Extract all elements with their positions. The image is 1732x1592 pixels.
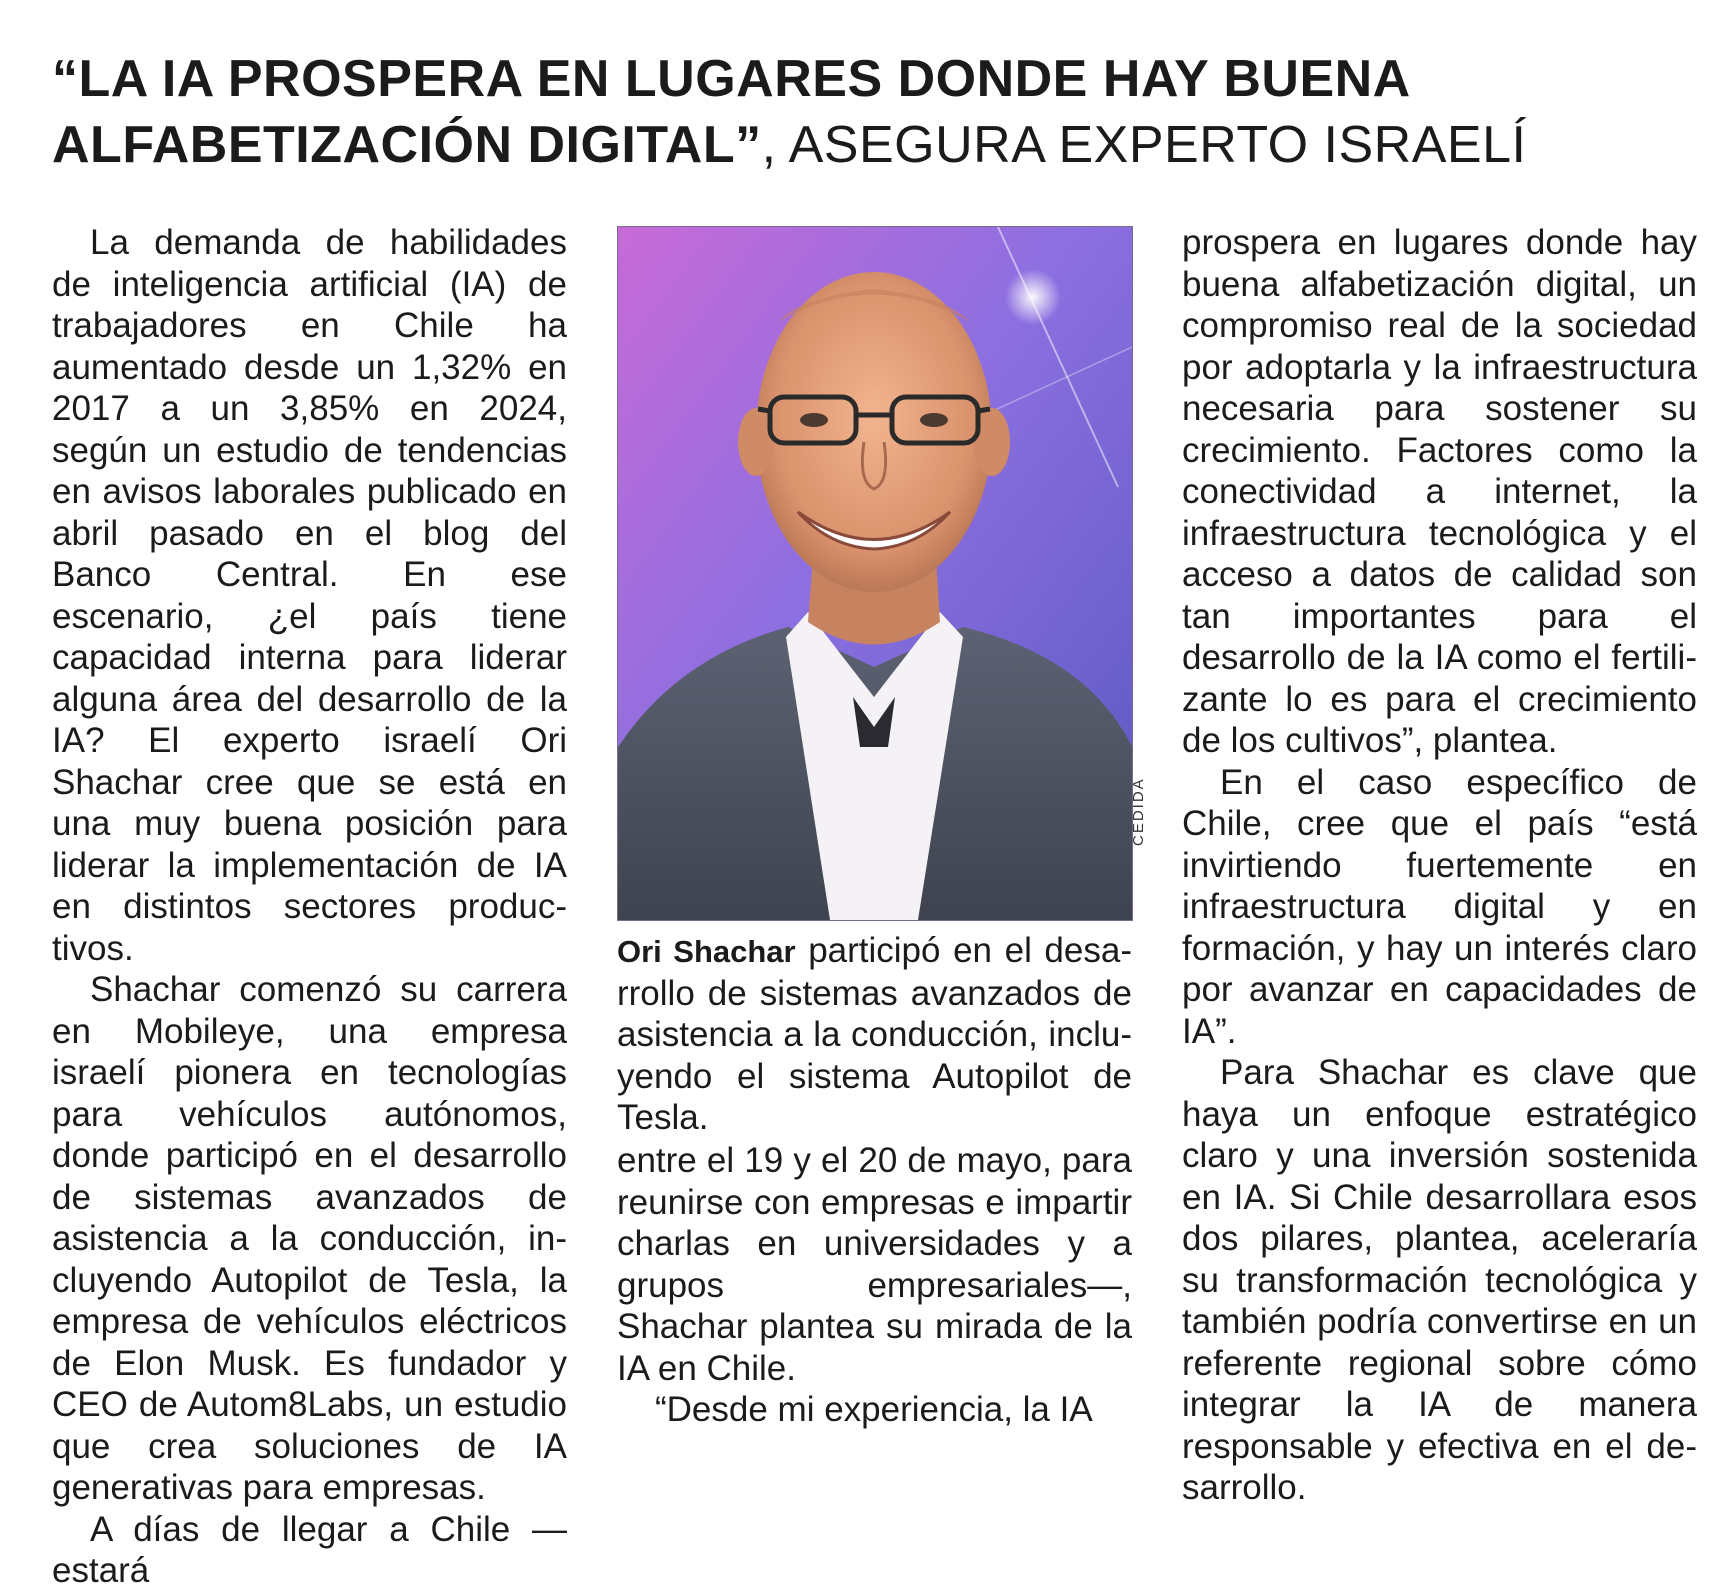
paragraph: prospera en lugares donde hay buena alfabetización digital, un compromiso real de la sociedad por adoptarla y la infraestructura necesaria para sostener su crecimiento. Factores como la conectividad a internet, la infraestructura tecnológica y el acceso a datos de calidad son tan importantes para el desarrollo de la IA como el fertilizante lo es para el crecimiento de los cultivos”, plantea. [1182,223,1697,760]
article-column-right [1182,222,1697,1509]
headline-rest: , ASEGURA EXPERTO ISRAELÍ [761,116,1527,174]
caption-name: Ori Shachar [617,934,796,969]
paragraph: entre el 19 y el 20 de mayo, para reunirse con empresas e impartir charlas en universidades y a grupos empresariales—, Shachar plantea su mirada de la IA en Chile. [617,1141,1132,1388]
photo-caption [617,930,1132,1139]
paragraph: “Desde mi experiencia, la IA [655,1390,1093,1429]
paragraph: Shachar comenzó su carrera en Mobileye, una empresa israelí pionera en tecnologías para vehículos autónomos, donde participó en el desarrollo de sistemas avanzados de asistencia a la conducción, incluyendo Autopilot de Tesla, la empresa de vehículos eléctricos de Elon Musk. Es fundador y CEO de Autom8Labs, un estudio que crea soluciones de IA generativas para empresas. [52,970,567,1507]
caption-text: participó en el desarrollo de sistemas avanzados de asistencia a la conducción, incluyendo el sistema Autopilot de Tesla. [617,931,1132,1137]
photo-credit: CEDIDA [1130,777,1147,846]
article-column-left [52,222,567,1592]
headline-bold: “LA IA PROSPERA EN LUGARES DONDE HAY BUENA ALFABETIZACIÓN DIGITAL” [52,50,1409,174]
paragraph: La demanda de habilidades de inteligencia artificial (IA) de trabajadores en Chile ha aumentado desde un 1,32% en 2017 a un 3,85% en 2024, según un estudio de tendencias en avisos laborales publicado en abril pasado en el blog del Banco Central. En ese escenario, ¿el país tiene capacidad interna para liderar alguna área del desarrollo de la IA? El experto israelí Ori Shachar cree que se está en una muy buena posición para liderar la implementación de IA en distintos sectores productivos. [52,223,567,968]
article-column-middle [617,1140,1132,1431]
paragraph: A días de llegar a Chile —estará [52,1509,567,1590]
portrait-photo [617,226,1133,921]
paragraph: En el caso específico de Chile, cree que el país “está invirtiendo fuertemente en infraestructura digital y en formación, y hay un interés claro por avanzar en capacidades de IA”. [1182,762,1697,1051]
paragraph: Para Shachar es clave que haya un enfoque estratégico claro y una inversión sostenida en IA. Si Chile desarrollara esos dos pilares, plantea, aceleraría su transformación tecnológica y también podría convertirse en un referente regional sobre cómo integrar la IA de manera responsable y efectiva en el desarrollo. [1182,1053,1697,1507]
headline [52,46,1692,178]
portrait-image [618,227,1132,920]
